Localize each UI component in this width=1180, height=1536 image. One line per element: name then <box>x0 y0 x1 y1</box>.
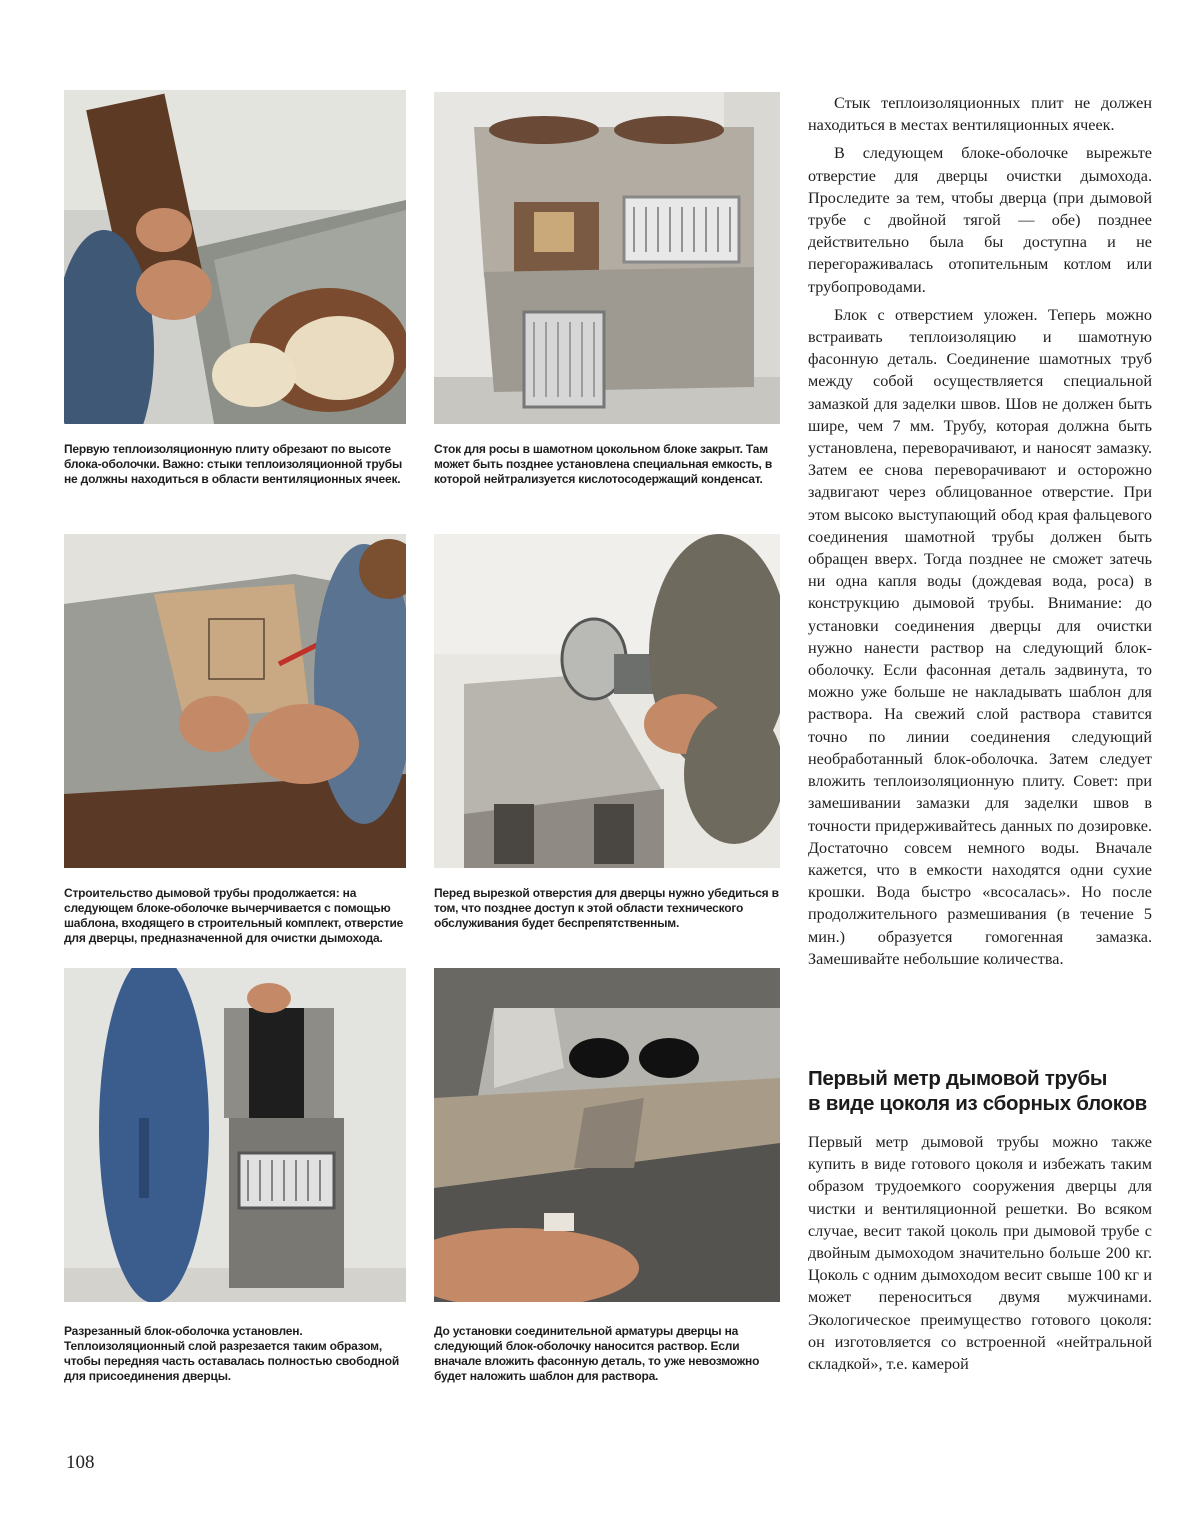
caption-1: Первую теплоизоляционную плиту обрезают по высоте блока-оболочки. Важно: стыки теплоизоляционной трубы не должны находиться в области вентиляционных ячеек. <box>64 442 403 486</box>
caption-3: Строительство дымовой трубы продолжается: на следующем блоке-оболочке вычерчивается с помощью шаблона, входящего в строительный комплект, отверстие для дверцы, предназначенной для очистки дымохода. <box>64 886 404 945</box>
photo-grinder-cutting <box>434 534 780 868</box>
body-text-column <box>808 92 1152 976</box>
body-paragraph-1: Стык теплоизоляционных плит не должен находиться в местах вентиляционных ячеек. <box>808 94 1152 135</box>
caption-2: Сток для росы в шамотном цокольном блоке закрыт. Там может быть позднее установлена специальная емкость, в которой нейтрализуется кислотосодержащий конденсат. <box>434 442 773 486</box>
section-heading <box>808 1066 1152 1116</box>
body-paragraph-2: В следующем блоке-оболочке вырежьте отверстие для дверцы очистки дымохода. Проследите за тем, чтобы дверца (при дымовой трубе с двойной тягой — обе) позднее действительно была бы доступна и не перегораживалась отопительным котлом или трубопроводами. <box>808 144 1152 296</box>
body-paragraph-3: Блок с отверстием уложен. Теперь можно встраивать теплоизоляцию и шамотную фасонную деталь. Соединение шамотных труб между собой осуществляется специальной замазкой для заделки швов. Шов не должен быть шире, чем 7 мм. Трубу, которая должна быть установлена, переворачивают, и наносят замазку. Затем ее снова переворачивают и осторожно задвигают через облицованное отверстие. При этом высоко выступающий обод края фальцевого соединения шамотной трубы должен быть обращен вверх. Тогда позднее не сможет затечь ни одна капля воды (дождевая вода, роса) в конструкцию дымовой трубы. Внимание: до установки соединения дверцы для очистки нужно нанести раствор на следующий блок-оболочку. Если фасонная деталь задвинута, то можно уже больше не накладывать шаблон для раствора. На свежий слой раствора ставится точно по линии соединения следующий необработанный блок-оболочка. Затем следует вложить теплоизоляционную плиту. Совет: при замешивании замазки для заделки швов в точности придерживайтесь данных по дозировке. Достаточно совсем немного воды. Вначале кажется, что в емкости находятся одни сухие крошки. Вода быстро «всосалась». Но после продолжительного размешивания (в течение 5 мин.) образуется гомогенная замазка. Замешивайте небольшие количества. <box>808 305 1152 968</box>
section-paragraph-1: Первый метр дымовой трубы можно также купить в виде готового цоколя и избежать таким образом трудоемкого сооружения дверцы для чистки и вентиляционной решетки. Во всяком случае, весит такой цоколь при дымовой трубе с двойным дымоходом значительно больше 200 кг. Цоколь с одним дымоходом весит свыше 100 кг и может переноситься двумя мужчинами. Экологическое преимущество готового цоколя: он изготовляется со встроенной «нейтральной складкой», т.е. камерой <box>808 1133 1152 1374</box>
caption-5: Разрезанный блок-оболочка установлен. Теплоизоляционный слой разрезается таким образом, чтобы передняя часть оставалась полностью свободной для присоединения дверцы. <box>64 1324 400 1383</box>
caption-4: Перед вырезкой отверстия для дверцы нужно убедиться в том, что позднее доступ к этой области технического обслуживания будет беспрепятственным. <box>434 886 779 930</box>
section-text <box>808 1131 1152 1375</box>
caption-6: До установки соединительной арматуры дверцы на следующий блок-оболочку наносится раствор. Если вначале вложить фасонную деталь, то уже невозможно будет наложить шаблон для раствора. <box>434 1324 760 1383</box>
photo-chimney-insulation <box>64 90 406 424</box>
page-number: 108 <box>66 1452 95 1473</box>
section-heading-line-2: в виде цоколя из сборных блоков <box>808 1092 1147 1115</box>
photo-fireclay-base <box>434 92 780 424</box>
photo-mortar-applied <box>434 968 780 1302</box>
section-heading-line-1: Первый метр дымовой трубы <box>808 1067 1108 1090</box>
photo-template-marking <box>64 534 406 868</box>
photo-cut-block-installed <box>64 968 406 1302</box>
